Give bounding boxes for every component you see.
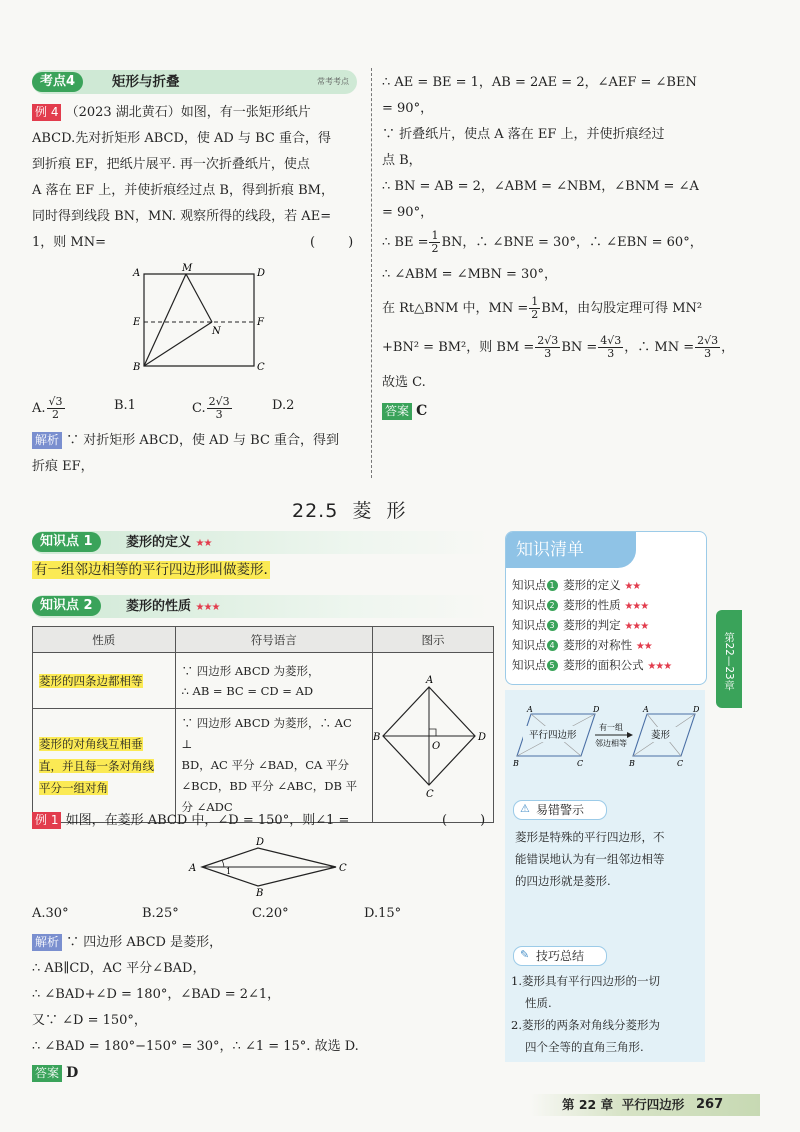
table-header-row — [33, 627, 494, 653]
point-label: B — [629, 759, 635, 768]
solution-line: = 90°， — [382, 101, 434, 116]
point-label: C — [257, 362, 265, 373]
example4-line: 同时得到线段 BN，MN. 观察所得的线段，若 AE= — [32, 209, 332, 224]
point-label: C — [426, 788, 434, 800]
tips-line: 2.菱形的两条对角线分菱形为 — [511, 1018, 660, 1032]
property-text: 菱形的对角线互相垂 — [39, 736, 143, 751]
option-c[interactable]: C. $\frac{2√3}{3}$ — [192, 395, 230, 421]
point-label: A — [133, 268, 141, 279]
option-d[interactable]: D.15° — [364, 906, 402, 921]
warning-line: 菱形是特殊的平行四边形，不 — [515, 830, 665, 844]
section-title: 22.5 菱 形 — [292, 500, 407, 522]
warning-icon: ⚠ — [520, 802, 530, 815]
analysis-line: ∴ ∠BAD+∠D = 180°，∠BAD = 2∠1， — [32, 987, 281, 1002]
point-label: A — [189, 863, 197, 874]
solution-line: = 90°， — [382, 205, 434, 220]
point-label: N — [212, 326, 221, 337]
example4-block — [32, 100, 362, 256]
knowledge-list-item[interactable]: 知识点 5 菱形的面积公式 ★★★ — [512, 658, 672, 672]
star-rating: ★★ — [624, 581, 641, 592]
footer-chapter: 第 22 章 平行四边形 — [562, 1097, 685, 1112]
star-rating: ★★ — [635, 641, 652, 652]
topic4-badge: 考点4 — [32, 72, 83, 92]
example4-line: ABCD.先对折矩形 ABCD，使 AD 与 BC 重合，得 — [32, 131, 331, 146]
number-badge: 5 — [547, 660, 558, 671]
rectangle-outline — [144, 274, 254, 366]
point-label: C — [577, 759, 584, 768]
analysis-line: ∵ 对折矩形 ABCD，使 AD 与 BC 重合，得到 — [66, 433, 340, 448]
point-label: D — [256, 837, 265, 848]
point-label: E — [133, 317, 141, 328]
example4-line: A 落在 EF 上，并使折痕经过点 B，得到折痕 BM， — [32, 183, 334, 198]
chapter-side-tab[interactable] — [716, 610, 742, 708]
analysis-line: 折痕 EF， — [32, 459, 94, 474]
property-text: 菱形的四条边都相等 — [39, 673, 143, 688]
column-divider — [371, 68, 372, 478]
analysis-line: ∴ ∠BAD = 180°−150° = 30°，∴ ∠1 = 15°. 故选 D. — [32, 1039, 359, 1054]
footer — [530, 1094, 760, 1116]
rhombus-figure — [373, 673, 493, 803]
solution-line: ∵ 折叠纸片，使点 A 落在 EF 上，并使折痕经过 — [382, 127, 665, 142]
example1-options — [32, 904, 492, 926]
example4-analysis — [32, 428, 362, 480]
point-label: B — [256, 888, 264, 898]
point-label: C — [677, 759, 684, 768]
symbol-line: BD，AC 平分 ∠BAD，CA 平分 — [181, 758, 350, 772]
point-label: C — [339, 863, 347, 874]
point-label: O — [432, 740, 441, 752]
tips-text — [511, 970, 701, 1058]
point-label: A — [426, 674, 434, 686]
warning-line: 的四边形就是菱形. — [515, 874, 611, 888]
option-b[interactable]: B.25° — [142, 906, 179, 921]
example1-question — [32, 808, 492, 834]
angle-arc — [222, 860, 224, 867]
solution-line: ∴ ∠ABM = ∠MBN = 30°， — [382, 267, 558, 282]
warning-text — [515, 826, 700, 892]
point-label: D — [257, 268, 266, 279]
tips-line: 性质. — [525, 996, 552, 1010]
kp1-header — [32, 531, 492, 554]
kp2-title: 菱形的性质 ★★★ — [126, 599, 220, 614]
option-b[interactable]: B.1 — [114, 398, 136, 413]
solution-line: ∴ BE = $\frac{1}{2}$ BN，∴ ∠BNE = 30°，∴ ∠EBN = 60°， — [382, 229, 703, 255]
definition-text: 有一组邻边相等的平行四边形叫做菱形. — [34, 562, 268, 578]
point-label: A — [643, 705, 649, 714]
analysis-label: 解析 — [32, 432, 62, 449]
warning-title: 易错警示 — [536, 803, 585, 817]
point-label: B — [513, 759, 519, 768]
page-number: 267 — [696, 1097, 724, 1112]
knowledge-list — [506, 568, 706, 676]
solution-line: ∴ AE = BE = 1，AB = 2AE = 2，∠AEF = ∠BEN — [382, 75, 697, 90]
answer-paren: ( ) — [442, 813, 486, 828]
solution-line: 点 B， — [382, 153, 422, 168]
example1-analysis — [32, 930, 492, 1087]
analysis-label: 解析 — [32, 934, 62, 951]
tips-header — [513, 946, 607, 966]
number-badge: 4 — [547, 640, 558, 651]
tips-title: 技巧总结 — [536, 949, 585, 963]
segment-mn — [186, 274, 212, 322]
lightbulb-icon: ✎ — [520, 948, 530, 961]
solution-line: ∴ BN = AB = 2，∠ABM = ∠NBM，∠BNM = ∠A — [382, 179, 699, 194]
topic4-header — [32, 70, 357, 94]
answer-value: C — [416, 403, 428, 419]
angle-label: 1 — [226, 867, 232, 876]
analysis-line: 又∵ ∠D = 150°， — [32, 1013, 147, 1028]
example4-options — [32, 386, 352, 422]
solution-line: +BN² = BM²，则 BM = $\frac{2√3}{3}$ BN = $\frac{4√3}{3}$ ，∴ MN = $\frac{2√3}{3}$ ， — [382, 334, 735, 360]
point-label: F — [257, 317, 264, 328]
knowledge-list-item[interactable]: 知识点 3 菱形的判定 ★★★ — [512, 618, 649, 632]
option-c[interactable]: C.20° — [252, 906, 289, 921]
point-label: D — [593, 705, 600, 714]
knowledge-list-item[interactable]: 知识点 2 菱形的性质 ★★★ — [512, 598, 649, 612]
example4-line: （2023 湖北黄石）如图，有一张矩形纸片 — [65, 105, 311, 120]
table-header: 符号语言 — [175, 627, 372, 653]
point-label: B — [373, 731, 381, 743]
tips-line: 1.菱形具有平行四边形的一切 — [511, 974, 660, 988]
star-rating: ★★★ — [624, 621, 649, 632]
answer-paren: ( ) — [310, 235, 354, 250]
example1-rhombus-figure — [180, 836, 350, 898]
knowledge-list-item[interactable]: 知识点 1 菱形的定义 ★★ — [512, 578, 641, 592]
star-rating: ★★★ — [624, 601, 649, 612]
number-badge: 1 — [547, 580, 558, 591]
kp2-header — [32, 595, 492, 618]
question-text: 如图，在菱形 ABCD 中，∠D = 150°，则∠1 = — [65, 813, 350, 828]
right-angle-mark — [429, 729, 436, 736]
table-header: 图示 — [373, 627, 494, 653]
analysis-line: ∵ 四边形 ABCD 是菱形， — [66, 935, 223, 950]
solution-block — [382, 70, 735, 425]
parallelogram-to-rhombus-diagram — [509, 704, 701, 768]
symbol-line: ∴ AB = BC = CD = AD — [181, 683, 314, 698]
properties-table — [32, 626, 494, 823]
table-row — [33, 653, 494, 709]
topic4-tag: 常考考点 — [317, 77, 349, 86]
parallelogram-label: 平行四边形 — [529, 730, 577, 741]
analysis-line: ∴ AB∥CD，AC 平分∠BAD， — [32, 961, 206, 976]
solution-line: 故选 C. — [382, 375, 426, 390]
rhombus-label: 菱形 — [651, 730, 671, 741]
answer-value: D — [66, 1065, 79, 1081]
tips-line: 四个全等的直角三角形. — [525, 1040, 644, 1054]
rectangle-fold-figure — [128, 262, 273, 374]
point-label: M — [182, 263, 193, 274]
property-text: 平分一组对角 — [39, 780, 108, 795]
arrow-head-icon — [627, 732, 633, 738]
number-badge: 2 — [547, 600, 558, 611]
symbol-line: 分 ∠ADC — [181, 800, 233, 814]
point-label: B — [133, 362, 141, 373]
table-header: 性质 — [33, 627, 176, 653]
point-label: D — [478, 731, 487, 743]
warning-header — [513, 800, 607, 820]
kp1-definition — [32, 559, 270, 581]
topic4-title: 矩形与折叠 — [112, 74, 180, 90]
kp1-title: 菱形的定义 ★★ — [126, 535, 212, 550]
chapter-side-tab-label: 第22—23章 — [723, 631, 735, 691]
star-rating: ★★ — [195, 538, 212, 549]
example4-line: 到折痕 EF，把纸片展平. 再一次折叠纸片，使点 — [32, 157, 310, 172]
warning-line: 能错误地认为有一组邻边相等 — [515, 852, 665, 866]
option-a[interactable]: A. $\frac{√3}{2}$ — [32, 395, 63, 421]
solution-line: 在 Rt△BNM 中，MN = $\frac{1}{2}$ BM，由勾股定理可得 MN² — [382, 295, 703, 321]
point-label: A — [527, 705, 533, 714]
property-text: 直，并且每一条对角线 — [39, 758, 154, 773]
kp2-badge: 知识点 2 — [32, 596, 101, 616]
knowledge-list-panel — [505, 531, 707, 685]
answer-label: 答案 — [32, 1065, 62, 1082]
knowledge-list-item[interactable]: 知识点 4 菱形的对称性 ★★ — [512, 638, 652, 652]
example1-label: 例 1 — [32, 812, 61, 829]
arrow-label-top: 有一组 — [599, 723, 623, 732]
answer-label: 答案 — [382, 403, 412, 420]
option-a[interactable]: A.30° — [32, 906, 69, 921]
example4-line: 1，则 MN= — [32, 235, 106, 250]
number-badge: 3 — [547, 620, 558, 631]
kp1-badge: 知识点 1 — [32, 532, 101, 552]
star-rating: ★★★ — [195, 602, 220, 613]
option-d[interactable]: D.2 — [272, 398, 295, 413]
point-label: D — [693, 705, 700, 714]
sidebar-notes-panel — [505, 690, 705, 1062]
symbol-line: ∠BCD，BD 平分 ∠ABC，DB 平 — [181, 779, 358, 793]
symbol-line: ∵ 四边形 ABCD 为菱形， — [181, 663, 320, 678]
symbol-line: ∵ 四边形 ABCD 为菱形，∴ AC ⊥ — [181, 716, 352, 751]
knowledge-list-title: 知识清单 — [506, 532, 636, 568]
star-rating: ★★★ — [647, 661, 672, 672]
example4-label: 例 4 — [32, 104, 61, 121]
arrow-label-bottom: 邻边相等 — [595, 739, 627, 748]
